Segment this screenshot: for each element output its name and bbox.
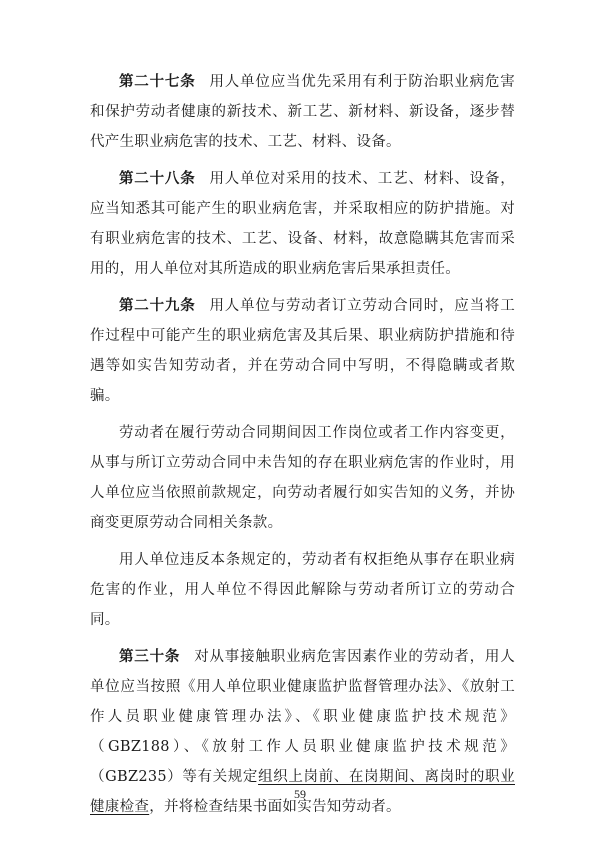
- article-text: 用人单位与劳动者订立劳动合同时，应当将工作过程中可能产生的职业病危害及其后果、职业病防护措施和待遇等如实告知劳动者，并在劳动合同中写明，不得隐瞒或者欺骗。: [90, 298, 515, 404]
- article-number: 第二十九条: [119, 297, 196, 314]
- article-28: [90, 164, 515, 284]
- page-number: 59: [294, 787, 306, 801]
- article-text-end: ，并将检查结果书面如实告知劳动者。: [149, 799, 401, 815]
- article-text: 对从事接触职业病危害因素作业的劳动者，用人单位应当按照《用人单位职业健康监护监督管理办法》、《放射工作人员职业健康管理办法》、《职业健康监护技术规范》（GBZ188）、《放射工作人员职业健康监护技术规范》（GBZ235）等有关规定: [90, 649, 515, 785]
- document-body: [90, 67, 515, 829]
- article-29: [90, 291, 515, 411]
- article-number: 第三十条: [119, 648, 181, 665]
- article-text: 用人单位对采用的技术、工艺、材料、设备，应当知悉其可能产生的职业病危害，并采取相应的防护措施。对有职业病危害的技术、工艺、设备、材料，故意隐瞒其危害而采用的，用人单位对其所造成的职业病危害后果承担责任。: [90, 171, 515, 277]
- article-29-paragraph-2: 劳动者在履行劳动合同期间因工作岗位或者工作内容变更，从事与所订立劳动合同中未告知的存在职业病危害的作业时，用人单位应当依照前款规定，向劳动者履行如实告知的义务，并协商变更原劳动合同相关条款。: [90, 425, 515, 531]
- article-29-paragraph-3: 用人单位违反本条规定的，劳动者有权拒绝从事存在职业病危害的作业，用人单位不得因此解除与劳动者所订立的劳动合同。: [90, 552, 515, 628]
- article-text: 用人单位应当优先采用有利于防治职业病危害和保护劳动者健康的新技术、新工艺、新材料、新设备，逐步替代产生职业病危害的技术、工艺、材料、设备。: [90, 74, 515, 150]
- article-number: 第二十七条: [119, 73, 196, 90]
- underlined-text: 组织上岗前、在岗期间、离岗时的职业健康检查: [90, 769, 515, 815]
- article-number: 第二十八条: [119, 170, 196, 187]
- article-27: [90, 67, 515, 157]
